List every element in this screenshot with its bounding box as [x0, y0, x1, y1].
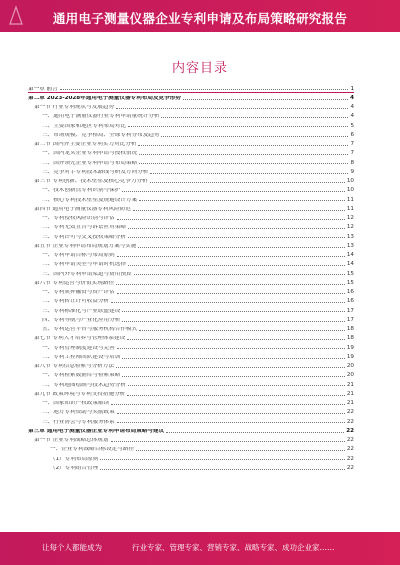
- toc-entry-title: 三、国内外专利申请渠道与费用预算: [42, 271, 132, 277]
- toc-leader-dots: [150, 173, 348, 174]
- toc-entry-page: 4: [350, 104, 354, 111]
- toc-entry-title: 一、专利管理制度建设与完善: [42, 345, 115, 351]
- toc-leader-dots: [161, 136, 348, 137]
- toc-entry-title: 第一章 前言: [28, 86, 58, 92]
- toc-entry-title: （1）专利布局原则: [50, 456, 99, 462]
- toc-entry-page: 11: [346, 205, 354, 212]
- toc-entry-title: 二、专利转让许可收益分析: [42, 299, 110, 305]
- toc-leader-dots: [122, 191, 345, 192]
- toc-entry[interactable]: [28, 222, 354, 231]
- toc-entry[interactable]: [28, 185, 354, 194]
- toc-entry-title: 第一节 企业专利战略总体规划: [34, 438, 109, 444]
- toc-leader-dots: [134, 274, 345, 275]
- toc-leader-dots: [127, 339, 345, 340]
- toc-entry-title: 一、专利侵权风险识别与评估: [42, 216, 115, 222]
- toc-leader-dots: [122, 358, 345, 359]
- toc-entry-title: 一、专利申请目标与布局原则: [42, 253, 115, 259]
- toc-entry-title: 一、国家知识产权政策解读: [42, 401, 110, 407]
- toc-entry-page: 10: [346, 187, 354, 194]
- toc-leader-dots: [100, 459, 345, 460]
- table-of-contents: [28, 83, 354, 472]
- toc-leader-dots: [136, 450, 345, 451]
- toc-entry-title: 第七节 专利人才培养与管理体系建设: [34, 336, 126, 342]
- toc-entry[interactable]: [28, 361, 354, 370]
- toc-entry-page: 10: [346, 178, 354, 185]
- toc-leader-dots: [128, 265, 345, 266]
- toc-entry-page: 11: [346, 196, 354, 203]
- toc-leader-dots: [111, 404, 345, 405]
- toc-entry-title: 第三章 通用电子测量仪器企业专利申请布局策略与建议: [28, 428, 165, 434]
- toc-leader-dots: [133, 210, 345, 211]
- toc-entry[interactable]: [28, 388, 354, 397]
- toc-entry-title: 三、专利标准化与产业联盟建设: [42, 308, 121, 314]
- toc-entry-page: 20: [346, 363, 354, 370]
- toc-entry-page: 19: [346, 353, 354, 360]
- toc-entry-title: 二、主要国家和地区专利布局对比: [42, 123, 126, 129]
- toc-entry-page: 21: [346, 400, 354, 407]
- report-header-bar: [0, 0, 400, 32]
- toc-entry-title: 一、国内龙头企业专利申请与授权情况: [42, 151, 138, 157]
- toc-leader-dots: [139, 330, 345, 331]
- toc-leader-dots: [128, 228, 345, 229]
- toc-entry-page: 17: [346, 307, 354, 314]
- toc-entry[interactable]: [28, 92, 354, 101]
- toc-entry[interactable]: [28, 194, 354, 203]
- toc-entry[interactable]: [28, 231, 354, 240]
- toc-entry[interactable]: [28, 259, 354, 268]
- toc-leader-dots: [122, 321, 345, 322]
- toc-entry[interactable]: [28, 166, 354, 175]
- toc-entry-title: 第二节 国内外主要企业专利实力对比分析: [34, 142, 137, 148]
- toc-entry[interactable]: [28, 203, 354, 212]
- toc-leader-dots: [139, 163, 348, 164]
- toc-entry-title: 三、专利许可与交叉授权策略分析: [42, 234, 126, 240]
- toc-entry-page: 13: [346, 233, 354, 240]
- toc-entry-page: 12: [346, 224, 354, 231]
- toc-entry-page: 7: [350, 141, 354, 148]
- toc-entry-page: 8: [350, 159, 354, 166]
- toc-entry-page: 13: [346, 242, 354, 249]
- toc-entry-title: 二、核心专利技术壁垒及规避设计方案: [42, 197, 138, 203]
- toc-entry-title: 第八节 专利信息检索与分析方法: [34, 364, 115, 370]
- toc-entry-page: 7: [350, 150, 354, 157]
- toc-entry[interactable]: [28, 240, 354, 249]
- toc-entry-title: 二、国外领先企业专利申请与布局策略: [42, 160, 138, 166]
- report-title: 通用电子测量仪器企业专利申请及布局策略研究报告: [52, 11, 348, 26]
- toc-entry-page: 22: [346, 455, 354, 462]
- toc-entry-page: 12: [346, 215, 354, 222]
- toc-entry-title: 第一节 行业专利现状与发展趋势: [34, 105, 115, 111]
- toc-leader-dots: [128, 385, 345, 386]
- toc-leader-dots: [166, 432, 344, 433]
- toc-entry[interactable]: [28, 157, 354, 166]
- toc-entry[interactable]: [28, 453, 354, 462]
- toc-entry-title: 第五节 企业专利申请布局规划方案与实施: [34, 243, 137, 249]
- toc-entry-title: 二、专利无效宣告与诉讼应对策略: [42, 225, 126, 231]
- toc-leader-dots: [161, 117, 348, 118]
- toc-entry[interactable]: [28, 351, 354, 360]
- toc-leader-dots: [183, 99, 348, 100]
- toc-entry-page: 22: [346, 446, 354, 453]
- toc-leader-dots: [127, 395, 345, 396]
- toc-entry-page: 22: [346, 409, 354, 416]
- toc-entry-title: 第二章 2023-2028年通用电子测量仪器专利布局及竞争形势: [28, 95, 181, 101]
- toc-entry-page: 18: [346, 335, 354, 342]
- toc-leader-dots: [117, 219, 345, 220]
- toc-entry[interactable]: [28, 120, 354, 129]
- toc-entry-title: 三、竞争对手专利技术路线与研发方向分析: [42, 169, 149, 175]
- toc-entry-title: 二、专利地图绘制与技术趋势分析: [42, 382, 126, 388]
- toc-entry[interactable]: [28, 314, 354, 323]
- toc-entry[interactable]: [28, 148, 354, 157]
- toc-entry[interactable]: [28, 277, 354, 286]
- toc-entry-title: 三、市场规模、竞争格局、全球专利分布及趋势: [42, 132, 160, 138]
- toc-entry-title: 四、专利导航与产业化应用分析: [42, 317, 121, 323]
- toc-entry-page: 21: [346, 381, 354, 388]
- toc-leader-dots: [122, 311, 345, 312]
- toc-entry[interactable]: [28, 102, 354, 111]
- toc-entry[interactable]: [28, 176, 354, 185]
- toc-entry-title: 一、专利检索数据库与检索策略: [42, 373, 121, 379]
- toc-entry[interactable]: [28, 305, 354, 314]
- toc-entry[interactable]: [28, 333, 354, 342]
- toc-entry-page: 14: [346, 252, 354, 259]
- toc-entry-page: 22: [346, 437, 354, 444]
- toc-entry[interactable]: [28, 398, 354, 407]
- toc-entry[interactable]: [28, 379, 354, 388]
- toc-entry-title: 第四节 通用电子测量仪器专利风险防范: [34, 206, 131, 212]
- toc-leader-dots: [138, 247, 344, 248]
- toc-entry-page: 15: [346, 279, 354, 286]
- toc-entry-page: 5: [350, 122, 354, 129]
- footer-slogan-left: 让每个人都能成为: [42, 543, 102, 552]
- toc-entry[interactable]: [28, 250, 354, 259]
- toc-entry-page: 9: [350, 168, 354, 175]
- toc-leader-dots: [116, 284, 345, 285]
- toc-entry[interactable]: [28, 370, 354, 379]
- toc-entry-page: 19: [346, 344, 354, 351]
- toc-entry[interactable]: [28, 342, 354, 351]
- toc-entry-title: 一、技术创新点专利识别与保护: [42, 188, 121, 194]
- toc-entry-title: 五、专利运营平台与服务机构合作模式: [42, 327, 138, 333]
- toc-leader-dots: [117, 348, 345, 349]
- toc-entry[interactable]: [28, 435, 354, 444]
- toc-entry-page: 15: [346, 270, 354, 277]
- toc-entry-title: 一、企业专利战略目标设定与路径: [50, 447, 134, 453]
- toc-entry-page: 22: [346, 427, 354, 434]
- toc-entry[interactable]: [28, 213, 354, 222]
- toc-entry-title: 二、专利工程师团队建设与培训: [42, 354, 121, 360]
- toc-entry-page: 4: [350, 113, 354, 120]
- toc-entry-page: 16: [346, 289, 354, 296]
- toc-leader-dots: [128, 126, 349, 127]
- toc-heading: 内容目录: [171, 61, 228, 76]
- toc-entry-page: 17: [346, 316, 354, 323]
- toc-leader-dots: [139, 200, 345, 201]
- toc-entry[interactable]: [28, 425, 354, 434]
- toc-entry[interactable]: [28, 268, 354, 277]
- toc-leader-dots: [116, 367, 345, 368]
- toc-entry[interactable]: [28, 287, 354, 296]
- toc-leader-dots: [139, 154, 348, 155]
- toc-entry-title: 三、行业协会与专利服务体系: [42, 419, 115, 425]
- toc-leader-dots: [116, 108, 348, 109]
- toc-entry[interactable]: [28, 296, 354, 305]
- footer-slogan-right: 行业专家、管理专家、营销专家、战略专家、成功企业家……: [132, 543, 335, 552]
- toc-leader-dots: [117, 293, 345, 294]
- toc-entry-title: 一、通用电子测量仪器行业专利申请量统计分析: [42, 114, 160, 120]
- toc-entry-title: 第九节 政策环境与专利支持措施分析: [34, 391, 126, 397]
- toc-leader-dots: [128, 237, 345, 238]
- toc-entry[interactable]: [28, 111, 354, 120]
- toc-entry[interactable]: [28, 407, 354, 416]
- toc-leader-dots: [117, 413, 345, 414]
- toc-entry[interactable]: [28, 139, 354, 148]
- toc-entry-title: 二、地方专利资助与奖励政策: [42, 410, 115, 416]
- footer-bar: [0, 532, 400, 565]
- toc-leader-dots: [122, 376, 345, 377]
- toc-entry-page: 1: [350, 85, 354, 92]
- toc-entry-title: （2）专利组合管理: [50, 465, 99, 471]
- toc-entry-title: 第三节 专利创新、技术壁垒及核心竞争力分析: [34, 179, 148, 185]
- toc-entry-page: 4: [350, 94, 354, 101]
- toc-entry[interactable]: [28, 416, 354, 425]
- toc-entry-page: 21: [346, 390, 354, 397]
- toc-entry[interactable]: [28, 129, 354, 138]
- toc-entry-page: 18: [346, 326, 354, 333]
- toc-entry-page: 20: [346, 372, 354, 379]
- toc-entry-title: 二、专利申请类型与申请时机选择: [42, 262, 126, 268]
- toc-entry-page: 14: [346, 261, 354, 268]
- toc-entry-title: 第六节 专利运营与价值实现路径: [34, 280, 115, 286]
- toc-leader-dots: [138, 145, 348, 146]
- toc-entry-title: 一、专利质押融资与资产评估: [42, 290, 115, 296]
- toc-entry-page: 22: [346, 418, 354, 425]
- toc-leader-dots: [60, 89, 349, 90]
- toc-leader-dots: [117, 256, 345, 257]
- toc-leader-dots: [111, 441, 345, 442]
- toc-entry-page: 16: [346, 298, 354, 305]
- toc-entry-page: 22: [346, 464, 354, 471]
- toc-entry-page: 6: [350, 131, 354, 138]
- toc-entry[interactable]: [28, 444, 354, 453]
- toc-entry[interactable]: [28, 324, 354, 333]
- toc-entry[interactable]: [28, 462, 354, 471]
- toc-leader-dots: [111, 302, 345, 303]
- toc-entry[interactable]: [28, 83, 354, 92]
- toc-leader-dots: [117, 422, 345, 423]
- toc-leader-dots: [100, 469, 345, 470]
- toc-leader-dots: [150, 182, 345, 183]
